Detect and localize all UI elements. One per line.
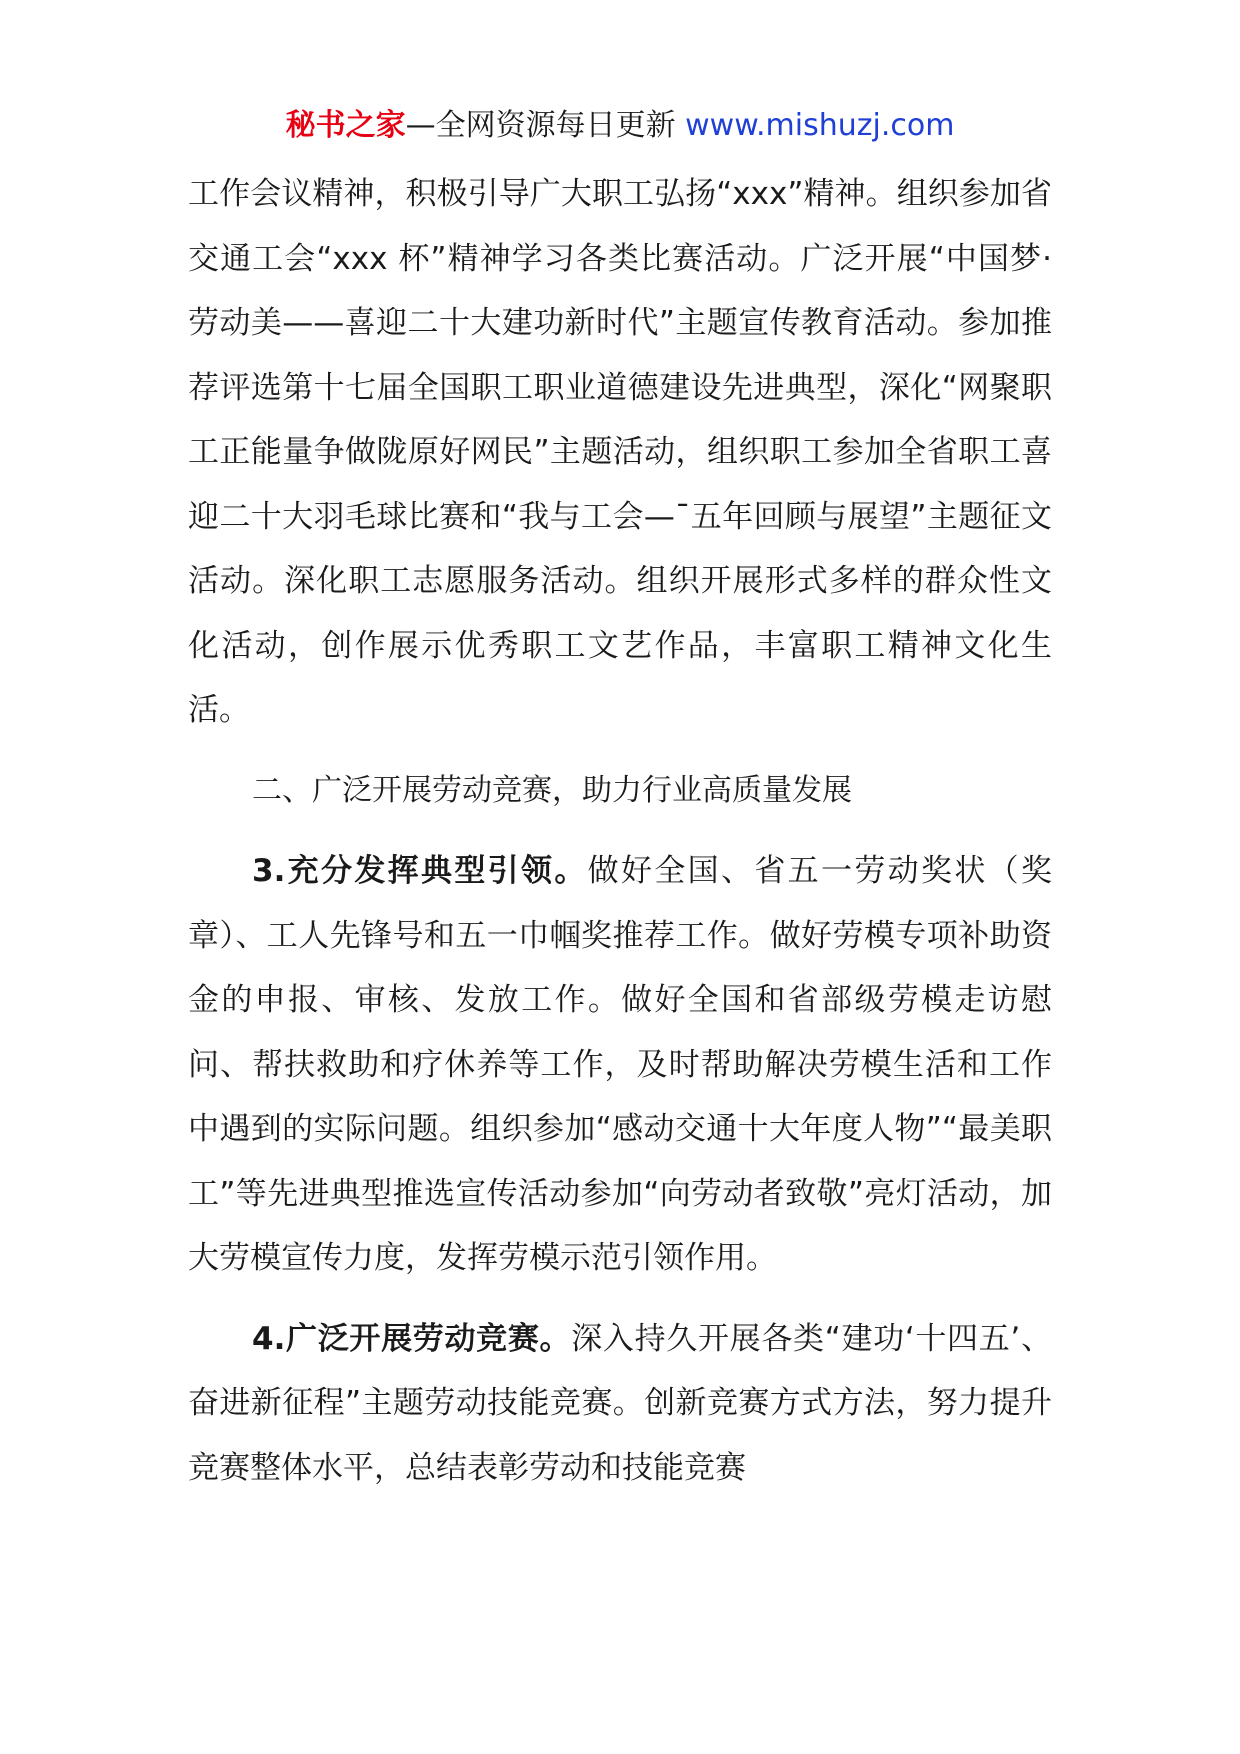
- body-paragraph: 工作会议精神，积极引导广大职工弘扬“xxx”精神。组织参加省交通工会“xxx 杯”精神学习各类比赛活动。广泛开展“中国梦·劳动美——喜迎二十大建功新时代”主题宣传教育活动。参加推荐评选第十七届全国职工职业道德建设先进典型，深化“网聚职工正能量争做陇原好网民”主题活动，组织职工参加全省职工喜迎二十大羽毛球比赛和“我与工会—¯五年回顾与展望”主题征文活动。深化职工志愿服务活动。组织开展形式多样的群众性文化活动，创作展示优秀职工文艺作品，丰富职工精神文化生活。: [188, 176, 1052, 728]
- item-3-text: 做好全国、省五一劳动奖状（奖章）、工人先锋号和五一巾帼奖推荐工作。做好劳模专项补助资金的申报、审核、发放工作。做好全国和省部级劳模走访慰问、帮扶救助和疗休养等工作，及时帮助解决劳模生活和工作中遇到的实际问题。组织参加“感动交通十大年度人物”“最美职工”等先进典型推选宣传活动参加“向劳动者致敬”亮灯活动，加大劳模宣传力度，发挥劳模示范引领作用。: [188, 853, 1052, 1276]
- page-header: [0, 104, 1240, 148]
- item-3-heading: 3.充分发挥典型引领。: [252, 853, 588, 889]
- body-paragraph-item-3: [188, 839, 1052, 1291]
- body-paragraph-item-4: [188, 1307, 1052, 1501]
- item-4-text: 深入持久开展各类“建功‘十四五’、奋进新征程”主题劳动技能竞赛。创新竞赛方式方法，努力提升竞赛整体水平，总结表彰劳动和技能竞赛: [188, 1320, 1052, 1486]
- brand-name: 秘书之家: [285, 108, 406, 143]
- section-heading: 二、广泛开展劳动竞赛，助力行业高质量发展: [252, 772, 852, 808]
- document-body: [188, 162, 1052, 1500]
- site-url[interactable]: www.mishuzj.com: [685, 108, 955, 143]
- item-4-heading: 4.广泛开展劳动竞赛。: [252, 1320, 572, 1357]
- header-slogan: —全网资源每日更新: [405, 108, 686, 143]
